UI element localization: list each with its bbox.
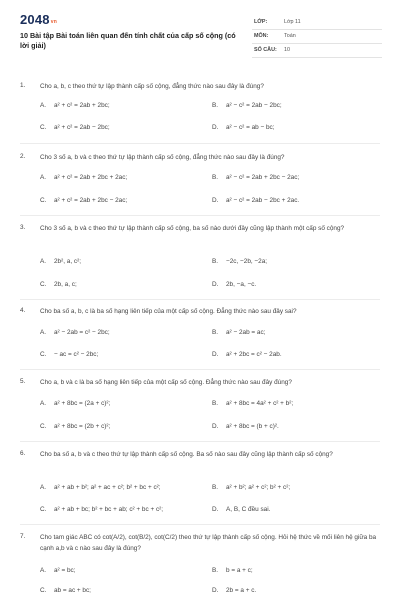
- option-text: 2b², a, c²;: [54, 258, 81, 265]
- worksheet-title: 10 Bài tập Bài toán liên quan đến tính chất của cấp số cộng (có lời giải): [20, 31, 236, 50]
- option-text: a² + 8bc = (2a + c)²;: [54, 400, 111, 407]
- option-text: 2b, a, c;: [54, 281, 77, 288]
- option-b[interactable]: [212, 400, 293, 407]
- option-text: a² + b²; a² + c²; b² + c²;: [226, 484, 291, 491]
- option-label: B.: [212, 567, 219, 574]
- option-c[interactable]: [40, 506, 163, 513]
- option-label: C.: [40, 351, 47, 358]
- question-stem: Cho tam giác ABC có cot(A/2), cot(B/2), cot(C/2) theo thứ tự lập thành cấp số cộng. Hỏi hệ thức về mối liên hệ giữa ba cạnh a,b và c nào sau đây là đúng?: [40, 534, 377, 552]
- option-a[interactable]: [40, 400, 110, 407]
- question-number: 7.: [20, 533, 26, 540]
- option-b[interactable]: [212, 329, 265, 336]
- option-b[interactable]: [212, 484, 290, 491]
- meta-question-count: [252, 44, 382, 58]
- question-stem: Cho 3 số a, b và c theo thứ tự lập thành cấp số cộng, ba số nào dưới đây cũng lập thành một cấp số cộng?: [40, 225, 345, 232]
- option-text: a² − c² = 2ab + 2bc − 2ac;: [226, 174, 300, 181]
- option-text: a² − 2ab = c² − 2bc;: [54, 329, 110, 336]
- question-number: 1.: [20, 82, 26, 89]
- logo-suffix: vn: [50, 19, 57, 25]
- option-label: C.: [40, 124, 47, 131]
- option-d[interactable]: [212, 351, 282, 358]
- divider: [20, 369, 380, 370]
- option-label: A.: [40, 567, 47, 574]
- option-label: C.: [40, 281, 47, 288]
- option-label: A.: [40, 400, 47, 407]
- option-text: a² + c² = 2ab + 2bc;: [54, 102, 110, 109]
- option-label: B.: [212, 174, 219, 181]
- option-text: a² − c² = 2ab − 2bc;: [226, 102, 282, 109]
- option-b[interactable]: [212, 258, 267, 265]
- divider: [20, 524, 380, 525]
- option-text: a² + c² = 2ab + 2bc − 2ac;: [54, 197, 128, 204]
- option-label: A.: [40, 484, 47, 491]
- option-text: a² − 2ab = ac;: [226, 329, 266, 336]
- divider: [20, 299, 380, 300]
- option-d[interactable]: [212, 281, 256, 288]
- option-label: C.: [40, 197, 47, 204]
- option-a[interactable]: [40, 484, 161, 491]
- option-b[interactable]: [212, 567, 253, 574]
- option-c[interactable]: [40, 587, 91, 594]
- option-text: a² + 2bc = c² − 2ab.: [226, 351, 282, 358]
- option-text: a² + c² = 2ab − 2bc;: [54, 124, 110, 131]
- question-number: 3.: [20, 224, 26, 231]
- question-stem: Cho ba số a, b và c theo thứ tự lập thành cấp số cộng. Ba số nào sau đây cũng lập thành cấp số cộng?: [40, 451, 333, 458]
- option-label: C.: [40, 506, 47, 513]
- option-a[interactable]: [40, 329, 110, 336]
- option-label: A.: [40, 329, 47, 336]
- option-a[interactable]: [40, 258, 81, 265]
- option-label: B.: [212, 258, 219, 265]
- meta-subject: [252, 30, 382, 44]
- option-text: a² + ab + bc; b² + bc + ab; c² + bc + c²;: [54, 506, 164, 513]
- option-text: 2b = a + c.: [226, 587, 257, 594]
- option-text: a² + 8bc = (2b + c)²;: [54, 423, 111, 430]
- meta-count-value: 10: [284, 47, 290, 53]
- option-a[interactable]: [40, 174, 127, 181]
- option-text: a² + c² = 2ab + 2bc + 2ac;: [54, 174, 128, 181]
- site-logo[interactable]: [20, 12, 57, 27]
- meta-class: [252, 16, 382, 30]
- option-label: B.: [212, 329, 219, 336]
- question-number: 5.: [20, 378, 26, 385]
- question-number: 6.: [20, 450, 26, 457]
- option-d[interactable]: [212, 587, 256, 594]
- worksheet-meta: [252, 16, 382, 58]
- option-d[interactable]: [212, 124, 275, 131]
- option-label: D.: [212, 197, 219, 204]
- option-text: − ac = c² − 2bc;: [54, 351, 99, 358]
- option-label: D.: [212, 281, 219, 288]
- option-text: a² − c² = 2ab − 2bc + 2ac.: [226, 197, 300, 204]
- question-number: 2.: [20, 153, 26, 160]
- option-label: D.: [212, 506, 219, 513]
- option-label: A.: [40, 102, 47, 109]
- option-label: D.: [212, 351, 219, 358]
- option-text: a² + 8bc = 4a² + c² + b²;: [226, 400, 294, 407]
- meta-subject-key: MÔN:: [254, 33, 269, 39]
- option-label: C.: [40, 587, 47, 594]
- option-c[interactable]: [40, 124, 110, 131]
- question-stem: Cho a, b và c là ba số hạng liên tiếp của một cấp số cộng. Đẳng thức nào sau đây đúng?: [40, 379, 292, 386]
- option-text: b = a + c;: [226, 567, 253, 574]
- question-number: 4.: [20, 307, 26, 314]
- meta-class-key: LỚP:: [254, 19, 268, 25]
- divider: [20, 143, 380, 144]
- option-label: B.: [212, 102, 219, 109]
- option-a[interactable]: [40, 102, 110, 109]
- option-label: D.: [212, 587, 219, 594]
- option-d[interactable]: [212, 506, 270, 513]
- option-text: ab = ac + bc;: [54, 587, 91, 594]
- meta-class-value: Lớp 11: [284, 19, 301, 25]
- option-label: C.: [40, 423, 47, 430]
- option-label: D.: [212, 124, 219, 131]
- divider: [20, 441, 380, 442]
- option-label: D.: [212, 423, 219, 430]
- option-d[interactable]: [212, 423, 279, 430]
- option-text: −2c, −2b, −2a;: [226, 258, 268, 265]
- option-label: B.: [212, 484, 219, 491]
- option-text: a² + 8bc = (b + c)².: [226, 423, 279, 430]
- option-label: A.: [40, 258, 47, 265]
- option-text: 2b, −a, −c.: [226, 281, 257, 288]
- option-a[interactable]: [40, 567, 76, 574]
- option-c[interactable]: [40, 281, 77, 288]
- option-text: A, B, C đều sai.: [226, 506, 271, 513]
- option-text: a² + ab + b²; a² + ac + c²; b² + bc + c²;: [54, 484, 161, 491]
- meta-subject-value: Toán: [284, 33, 296, 39]
- option-b[interactable]: [212, 174, 299, 181]
- option-d[interactable]: [212, 197, 299, 204]
- option-b[interactable]: [212, 102, 282, 109]
- option-c[interactable]: [40, 197, 127, 204]
- option-c[interactable]: [40, 351, 98, 358]
- option-c[interactable]: [40, 423, 110, 430]
- divider: [20, 215, 380, 216]
- question-stem: Cho 3 số a, b và c theo thứ tự lập thành cấp số cộng, đẳng thức nào sau đây là đúng?: [40, 154, 285, 161]
- option-text: a² − c² = ab − bc;: [226, 124, 275, 131]
- option-label: A.: [40, 174, 47, 181]
- question-stem: Cho a, b, c theo thứ tự lập thành cấp số cộng, đẳng thức nào sau đây là đúng?: [40, 83, 264, 90]
- question-stem: Cho ba số a, b, c là ba số hạng liên tiếp của một cấp số cộng. Đẳng thức nào sau đây sai?: [40, 308, 297, 315]
- option-text: a² = bc;: [54, 567, 76, 574]
- meta-count-key: SỐ CÂU:: [254, 47, 277, 53]
- option-label: B.: [212, 400, 219, 407]
- logo-text: 2048: [20, 12, 50, 27]
